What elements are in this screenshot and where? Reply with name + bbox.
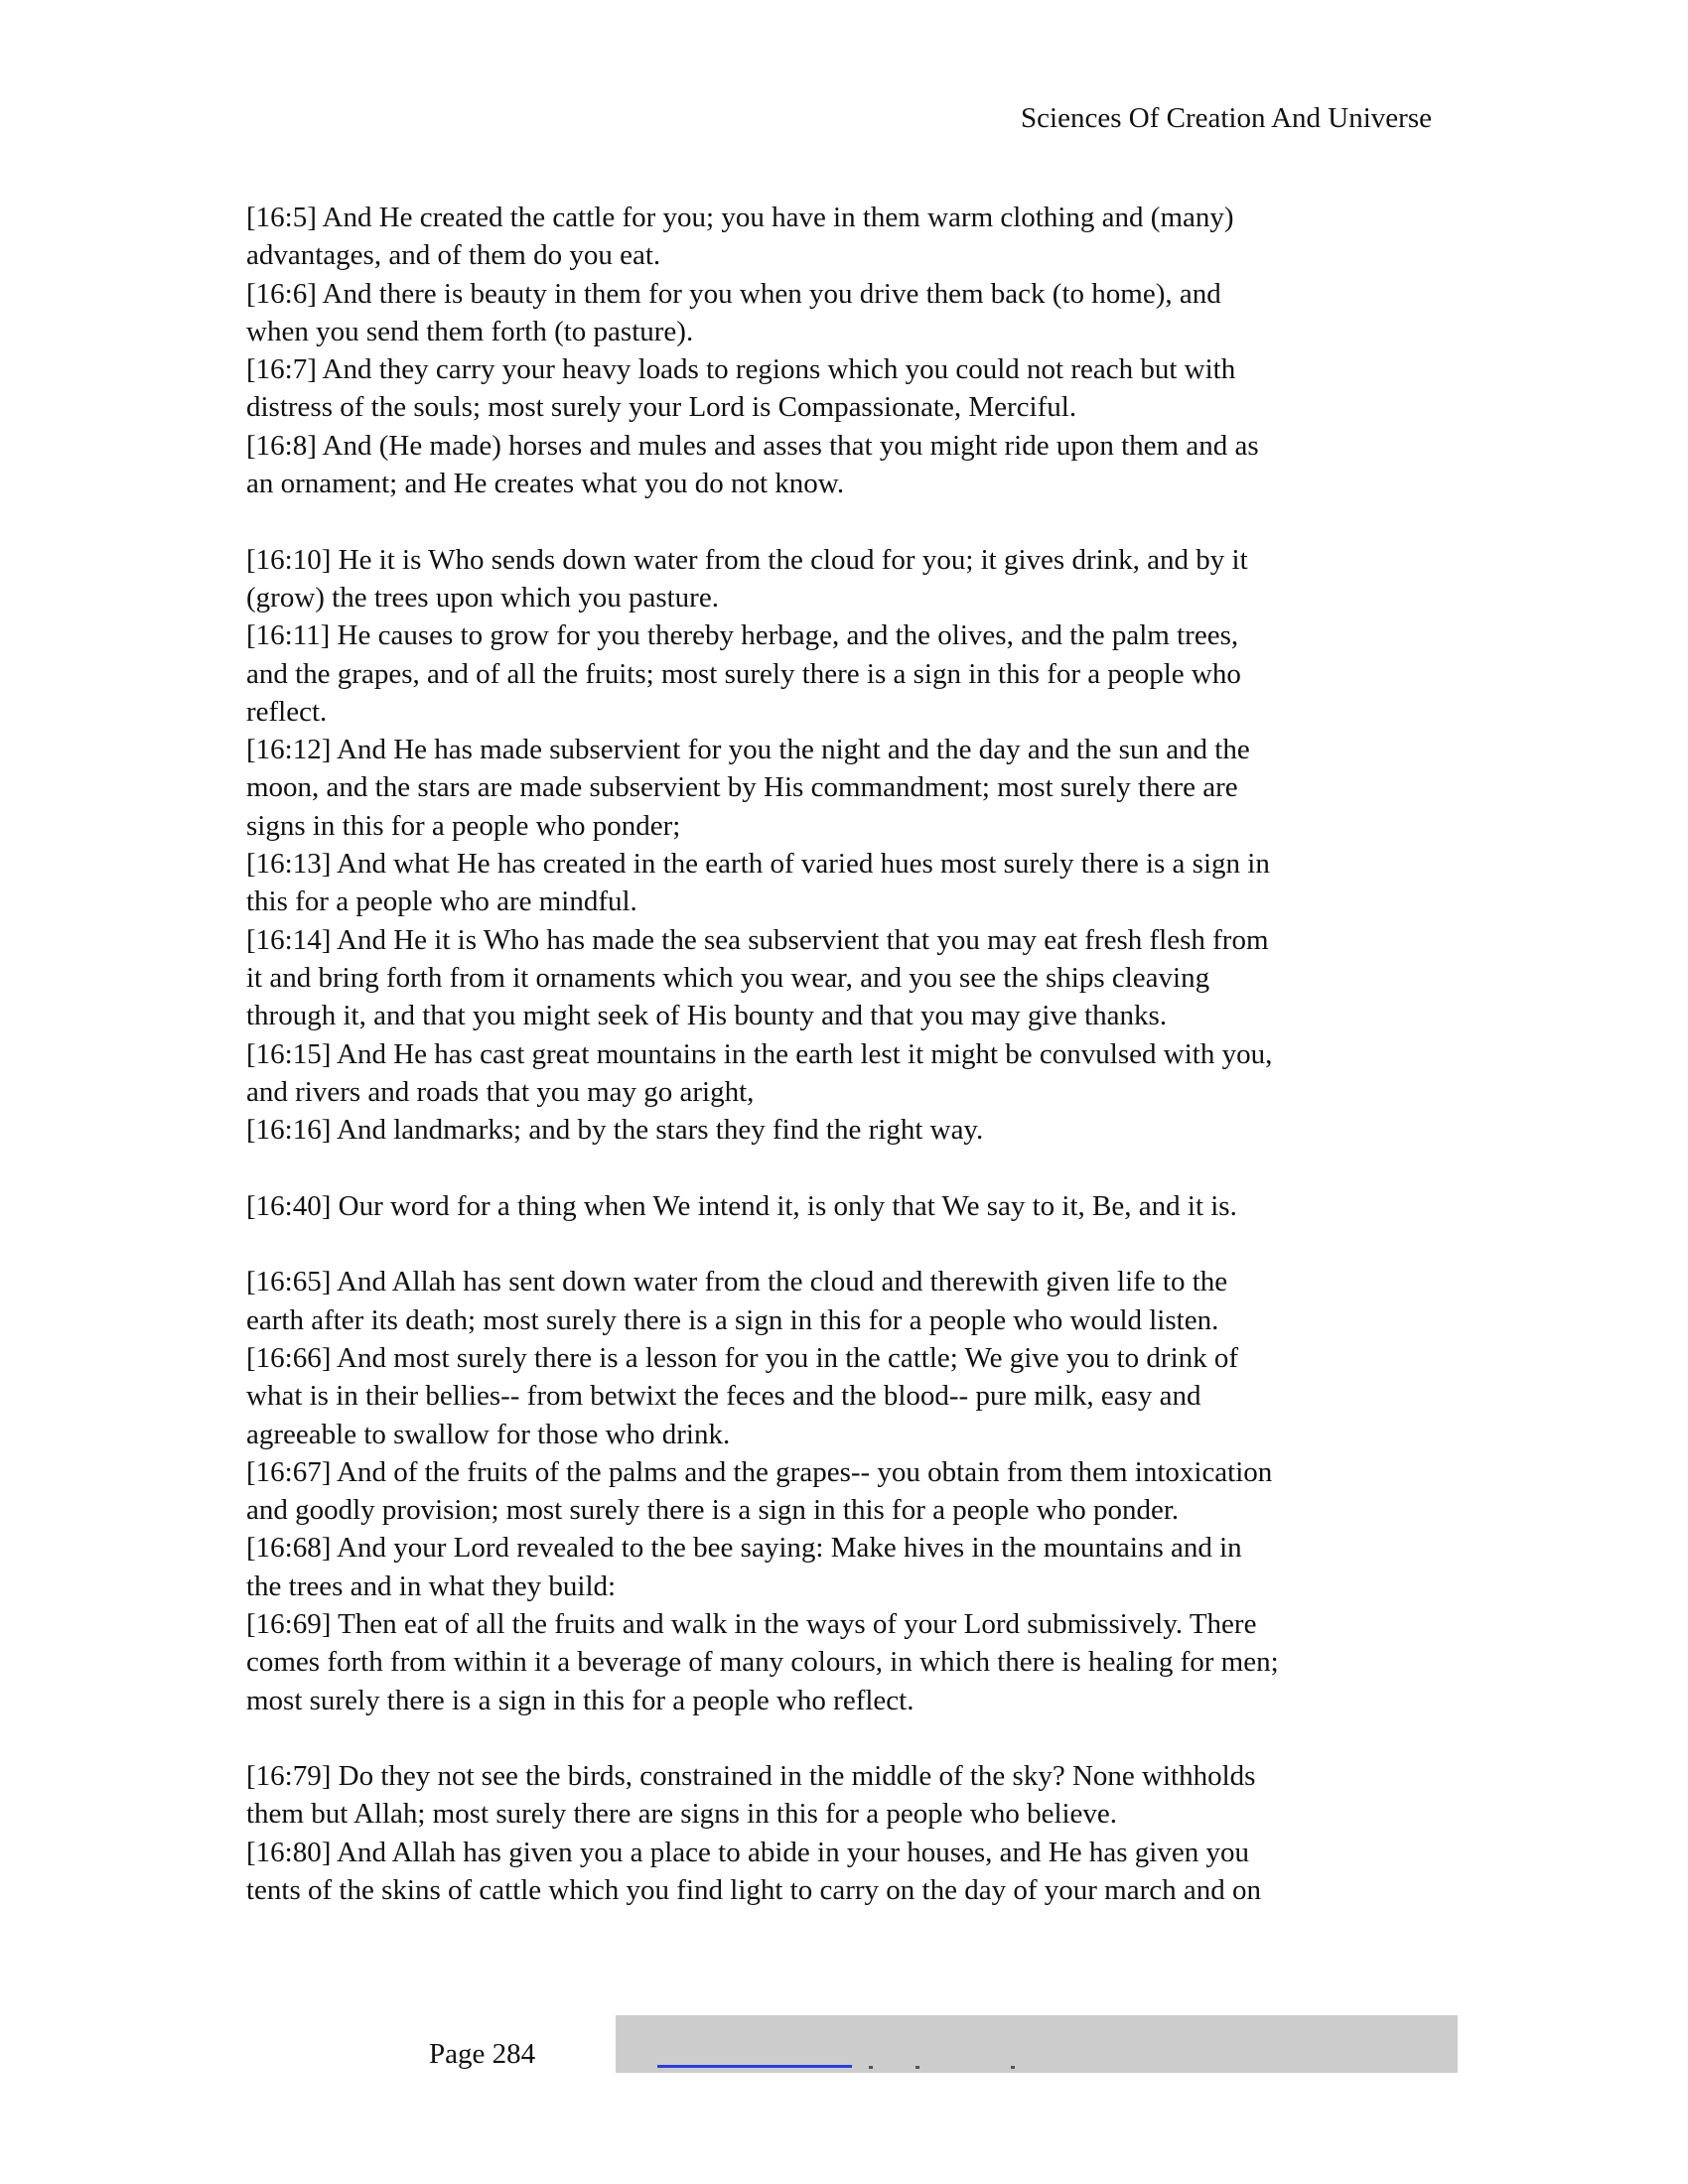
- verse-group: [246, 1263, 1438, 1719]
- verse-group: [246, 199, 1438, 502]
- verse-group: [246, 1757, 1438, 1909]
- verse-16-79: [16:79] Do they not see the birds, constrained in the middle of the sky? None withholds them but Allah; most surely there are signs in this for a people who believe.: [246, 1760, 1256, 1831]
- verse-16-66: [16:66] And most surely there is a lesson for you in the cattle; We give you to drink of what is in their bellies-- from betwixt the feces and the blood-- pure milk, easy and agreeable to swallow for those who drink.: [246, 1341, 1239, 1450]
- footer-link-underline[interactable]: [657, 2065, 852, 2068]
- footer-bar: [616, 2015, 1458, 2073]
- page-content: [246, 199, 1438, 1948]
- verse-16-15: [16:15] And He has cast great mountains in the earth lest it might be convulsed with you, and rivers and roads that you may go aright,: [246, 1037, 1273, 1108]
- verse-16-16: [16:16] And landmarks; and by the stars they find the right way.: [246, 1114, 984, 1147]
- running-header: Sciences Of Creation And Universe: [1021, 102, 1432, 134]
- verse-16-6: [16:6] And there is beauty in them for you when you drive them back (to home), and when you send them forth (to pasture).: [246, 277, 1221, 347]
- verse-group: [246, 1187, 1438, 1225]
- footer-text-fragment: [915, 2066, 919, 2069]
- verse-16-68: [16:68] And your Lord revealed to the bee saying: Make hives in the mountains and in the trees and in what they build:: [246, 1532, 1242, 1602]
- verse-16-67: [16:67] And of the fruits of the palms and the grapes-- you obtain from them intoxication and goodly provision; most surely there is a sign in this for a people who ponder.: [246, 1455, 1273, 1527]
- verse-16-12: [16:12] And He has made subservient for you the night and the day and the sun and the moon, and the stars are made subservient by His commandment; most surely there are signs in this for a people who ponder;: [246, 734, 1250, 842]
- verse-16-7: [16:7] And they carry your heavy loads to regions which you could not reach but with distress of the souls; most surely your Lord is Compassionate, Merciful.: [246, 353, 1236, 424]
- verse-16-13: [16:13] And what He has created in the earth of varied hues most surely there is a sign in this for a people who are mindful.: [246, 848, 1270, 918]
- verse-16-65: [16:65] And Allah has sent down water from the cloud and therewith given life to the earth after its death; most surely there is a sign in this for a people who would listen.: [246, 1266, 1228, 1336]
- verse-group: [246, 541, 1438, 1150]
- verse-16-80: [16:80] And Allah has given you a place to abide in your houses, and He has given you tents of the skins of cattle which you find light to carry on the day of your march and on: [246, 1836, 1261, 1907]
- verse-16-5: [16:5] And He created the cattle for you; you have in them warm clothing and (many) advantages, and of them do you eat.: [246, 202, 1234, 272]
- verse-16-8: [16:8] And (He made) horses and mules and asses that you might ride upon them and as an ornament; and He creates what you do not know.: [246, 429, 1259, 500]
- footer-text-fragment: [869, 2066, 873, 2069]
- verse-16-11: [16:11] He causes to grow for you thereby herbage, and the olives, and the palm trees, and the grapes, and of all the fruits; most surely there is a sign in this for a people who reflect.: [246, 619, 1241, 728]
- verse-16-10: [16:10] He it is Who sends down water from the cloud for you; it gives drink, and by it (grow) the trees upon which you pasture.: [246, 543, 1248, 614]
- footer-text-fragment: [1011, 2066, 1015, 2069]
- verse-16-69: [16:69] Then eat of all the fruits and walk in the ways of your Lord submissively. There comes forth from within it a beverage of many colours, in which there is healing for men; most surely there is a sign in this for a people who reflect.: [246, 1607, 1279, 1716]
- page-number: Page 284: [429, 2038, 536, 2070]
- verse-16-14: [16:14] And He it is Who has made the sea subservient that you may eat fresh flesh from it and bring forth from it ornaments which you wear, and you see the ships cleaving through it, and that you might seek of His bounty and that you may give thanks.: [246, 923, 1269, 1032]
- verse-16-40: [16:40] Our word for a thing when We intend it, is only that We say to it, Be, and it is.: [246, 1189, 1237, 1222]
